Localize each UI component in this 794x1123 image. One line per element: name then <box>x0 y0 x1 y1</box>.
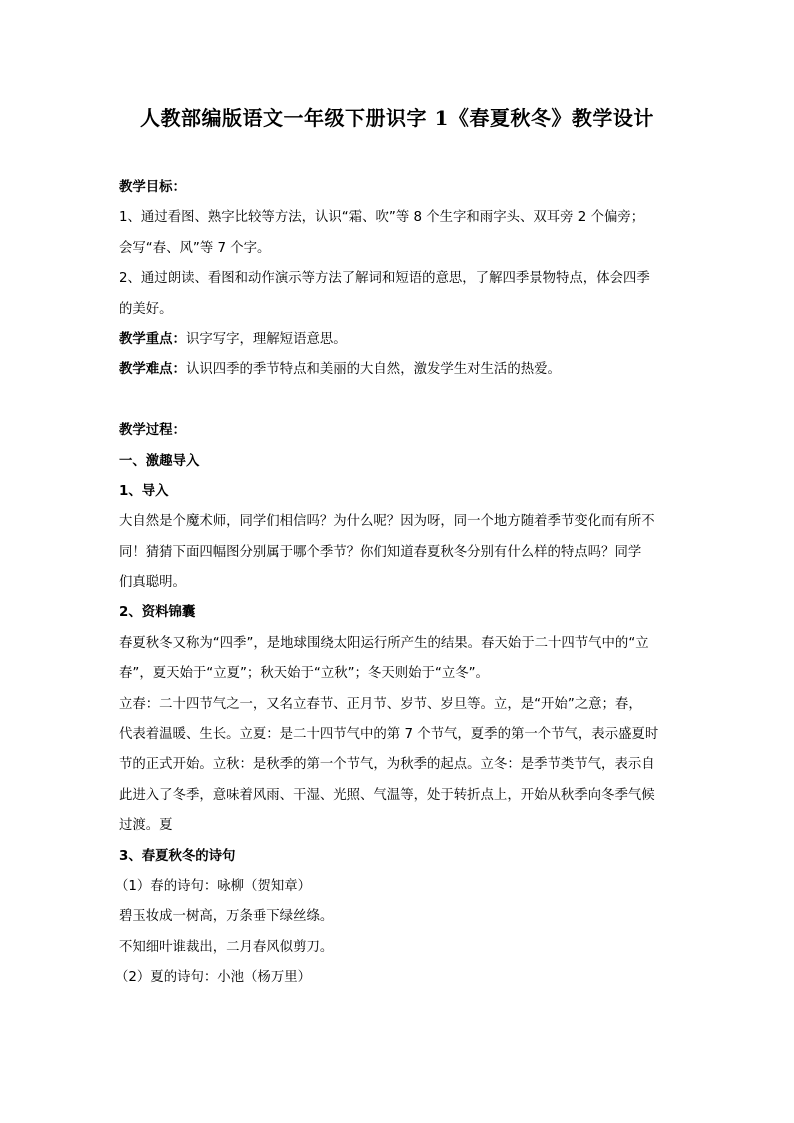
info-line-2: 春”，夏天始于“立夏”；秋天始于“立秋”；冬天则始于“立冬”。 <box>119 666 489 682</box>
intro-line-2: 同！猜猜下面四幅图分别属于哪个季节？你们知道春夏秋冬分别有什么样的特点吗？同学 <box>119 544 642 560</box>
goal-2-line-1: 2、通过朗读、看图和动作演示等方法了解词和短语的意思，了解四季景物特点，体会四季 <box>119 271 650 287</box>
difficult-points-label: 教学难点： <box>119 362 186 378</box>
key-points-label: 教学重点： <box>119 331 186 347</box>
poem-2-title: （2）夏的诗句：小池（杨万里） <box>115 970 311 986</box>
poem-1-line-1: 碧玉妆成一树高，万条垂下绿丝绦。 <box>119 909 334 925</box>
goals-heading: 教学目标： <box>119 180 186 195</box>
paragraph-gap <box>119 389 681 412</box>
difficult-points-text: 认识四季的季节特点和美丽的大自然，激发学生对生活的热爱。 <box>185 362 561 378</box>
info-line-1: 春夏秋冬又称为“四季”，是地球围绕太阳运行所产生的结果。春天始于二十四节气中的“立 <box>119 635 649 651</box>
intro-line-3: 们真聪明。 <box>119 575 186 591</box>
goal-1-line-2: 会写“春、风”等 7 个字。 <box>119 240 271 256</box>
goal-1-line-1: 1、通过看图、熟字比较等方法，认识“霜、吹”等 8 个生字和雨字头、双耳旁 2 个偏旁； <box>119 210 645 226</box>
sub-1-heading: 1、导入 <box>119 483 169 499</box>
section-1-heading: 一、激趣导入 <box>119 453 200 469</box>
sub-2-heading: 2、资料锦囊 <box>119 605 196 621</box>
intro-line-1: 大自然是个魔术师，同学们相信吗？为什么呢？因为呀，同一个地方随着季节变化而有所不 <box>119 514 655 530</box>
key-points-text: 识字写字，理解短语意思。 <box>185 331 347 347</box>
info-line-7: 过渡。夏 <box>119 818 173 834</box>
document-body <box>115 176 681 997</box>
sub-3-heading: 3、春夏秋冬的诗句 <box>119 848 236 864</box>
poem-1-line-2: 不知细叶谁裁出，二月春风似剪刀。 <box>119 939 334 955</box>
poem-1-title: （1）春的诗句：咏柳（贺知章） <box>115 878 311 894</box>
process-heading: 教学过程： <box>119 423 186 439</box>
info-line-6: 此进入了冬季，意味着风雨、干湿、光照、气温等，处于转折点上，开始从秋季向冬季气候 <box>119 787 655 803</box>
document-title: 人教部编版语文一年级下册识字 1《春夏秋冬》教学设计 <box>140 106 654 130</box>
info-line-3: 立春：二十四节气之一，又名立春节、正月节、岁节、岁旦等。立，是“开始”之意；春， <box>119 696 642 712</box>
info-line-4: 代表着温暖、生长。立夏：是二十四节气中的第 7 个节气，夏季的第一个节气，表示盛夏时 <box>119 727 659 743</box>
difficult-points <box>119 358 681 381</box>
key-points <box>119 328 681 351</box>
info-line-5: 节的正式开始。立秋：是秋季的第一个节气，为秋季的起点。立冬：是季节类节气，表示自 <box>119 757 655 773</box>
goal-2-line-2: 的美好。 <box>119 301 173 317</box>
